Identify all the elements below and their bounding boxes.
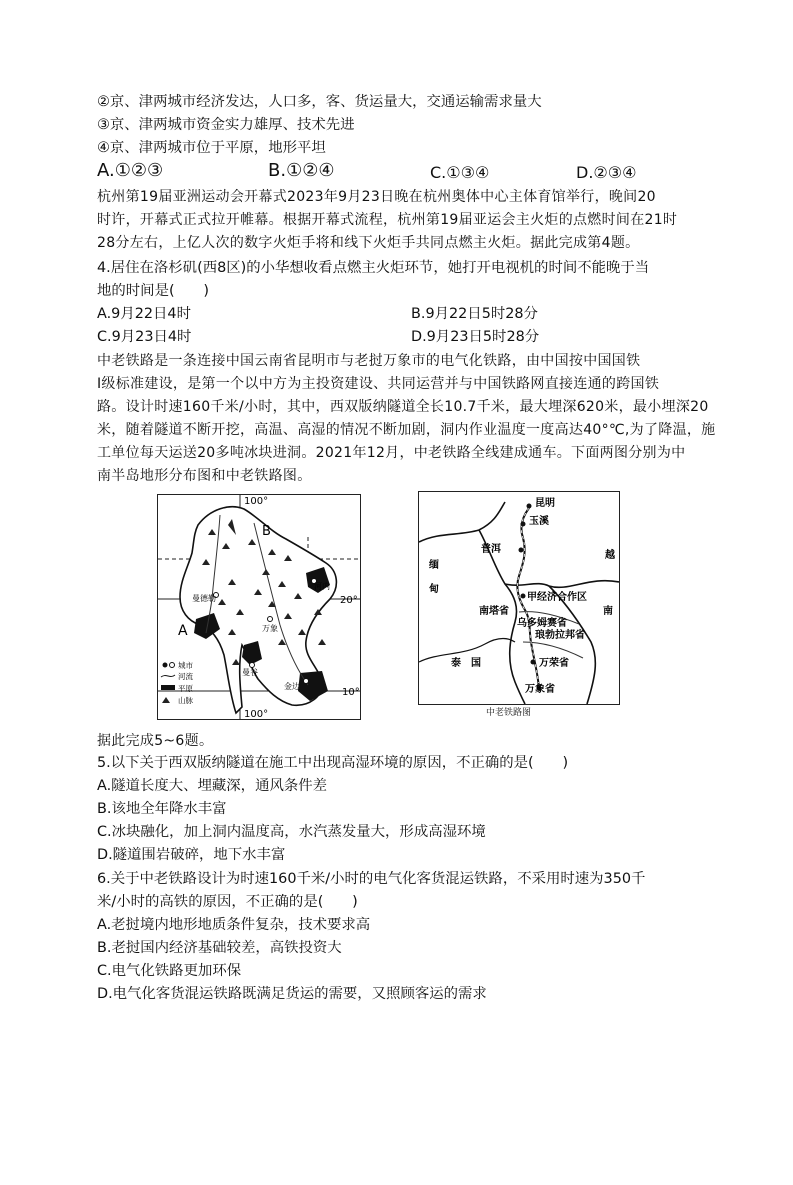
label-vangvieng: 万荣省 (539, 658, 569, 669)
legend-city-icon-hollow (170, 663, 175, 668)
border-laos-vietnam (549, 586, 595, 704)
station-kunming-dot (527, 504, 532, 509)
legend-city: 城市 (178, 661, 193, 670)
legend-city-icon (163, 663, 168, 668)
passage1-line-1: 杭州第19届亚洲运动会开幕式2023年9月23日晚在杭州奥体中心主体育馆举行，晚间20 (97, 189, 656, 205)
q6-option-a: A.老挝境内地形地质条件复杂，技术要求高 (97, 917, 371, 933)
passage1-line-2: 时许，开幕式正式拉开帷幕。根据开幕式流程，杭州第19届亚运会主火炬的点燃时间在21时 (97, 212, 678, 228)
q3-option-a: A.①②③ (97, 160, 164, 181)
label-vietnam-1: 越 (605, 550, 615, 561)
map1-city-phnompenh: 金边 (284, 682, 300, 691)
border-china-laos-vietnam (505, 581, 619, 588)
q3-option-c: C.①③④ (430, 163, 490, 182)
q5-stem: 5.以下关于西双版纳隧道在施工中出现高湿环境的原因，不正确的是( ) (97, 755, 569, 771)
passage2-line-4: 米，随着隧道不断开挖，高温、高湿的情况不断加剧，洞内作业温度一度高达40°℃,为了降温，施 (97, 422, 716, 438)
map1-lat-10: 10° (342, 687, 360, 698)
q3-option-d: D.②③④ (576, 163, 637, 182)
map1-legend (161, 660, 193, 705)
q3-item-4: ④京、津两城市位于平原，地形平坦 (97, 140, 326, 156)
q5-option-a: A.隧道长度大、埋藏深，通风条件差 (97, 778, 328, 794)
passage2-line-2: Ⅰ级标准建设，是第一个以中方为主投资建设、共同运营并与中国铁路网直接连通的跨国铁 (97, 376, 660, 392)
indochina-terrain-svg (158, 495, 360, 719)
label-myanmar-2: 甸 (429, 584, 439, 595)
label-puer: 普洱 (481, 544, 501, 555)
legend-plain-icon (161, 685, 175, 690)
map1-lon-bottom: 100° (244, 709, 269, 719)
q4-option-a: A.9月22日4时 (97, 306, 191, 322)
passage2-line-3: 路。设计时速160千米/小时，其中，西双版纳隧道全长10.7千米，最大埋深620米，最小埋深20 (97, 399, 709, 415)
q6-option-d: D.电气化客货混运铁路既满足货运的需要，又照顾客运的需求 (97, 986, 487, 1002)
passage2-line-1: 中老铁路是一条连接中国云南省昆明市与老挝万象市的电气化铁路，由中国按中国国铁 (97, 353, 641, 369)
q4-stem-line-2: 地的时间是( ) (97, 283, 209, 299)
railway-map-caption: 中老铁路图 (486, 708, 532, 718)
label-thailand: 泰 国 (451, 658, 481, 669)
city-vientiane-dot (268, 617, 273, 622)
passage2-line-5: 工单位每天运送20多吨冰块进洞。2021年12月，中老铁路全线建成通车。下面两图分别为中 (97, 445, 686, 461)
label-myanmar-1: 缅 (429, 560, 439, 571)
legend-river: 河流 (178, 672, 193, 681)
map1-lon-top: 100° (244, 496, 269, 507)
q4-stem-line-1: 4.居住在洛杉矶(西8区)的小华想收看点燃主火炬环节，她打开电视机的时间不能晚于当 (97, 260, 650, 276)
map1-label-a: A (178, 623, 188, 639)
map1-city-hanoi: 河内 (314, 582, 330, 591)
label-kunming: 昆明 (535, 498, 555, 509)
q5-option-b: B.该地全年降水丰富 (97, 801, 227, 817)
q6-option-b: B.老挝国内经济基础较差，高铁投资大 (97, 940, 342, 956)
legend-mountain: 山脉 (178, 696, 193, 705)
passage2-line-6: 南半岛地形分布图和中老铁路图。 (97, 468, 312, 484)
map1-label-b: B (262, 524, 271, 539)
q4-option-b: B.9月22日5时28分 (411, 306, 538, 322)
q3-item-2: ②京、津两城市经济发达，人口多，客、货运量大，交通运输需求量大 (97, 94, 542, 110)
station-yuxi-dot (521, 522, 526, 527)
station-puer-dot (519, 548, 524, 553)
legend-mountain-icon (162, 697, 170, 703)
q6-option-c: C.电气化铁路更加环保 (97, 963, 242, 979)
legend-river-icon (161, 675, 175, 677)
city-phnompenh-dot (304, 679, 309, 684)
indochina-terrain-map (157, 494, 361, 720)
china-laos-railway-map (418, 491, 620, 705)
legend-plain: 平原 (178, 684, 193, 693)
map1-lat-20: 20° (340, 595, 358, 606)
q5-option-c: C.冰块融化，加上洞内温度高，水汽蒸发量大，形成高湿环境 (97, 824, 486, 840)
passage1-line-3: 28分左右，上亿人次的数字火炬手将和线下火炬手共同点燃主火炬。据此完成第4题。 (97, 235, 640, 251)
label-luangnamtha: 南塔省 (479, 606, 509, 617)
q4-option-c: C.9月23日4时 (97, 329, 192, 345)
map1-city-bangkok: 曼谷 (242, 668, 258, 677)
label-oudomxay: 乌多姆赛省 (517, 618, 567, 629)
railway-map-svg (419, 492, 619, 704)
transition-text: 据此完成5~6题。 (97, 733, 214, 749)
map1-city-vientiane: 万象 (262, 624, 278, 633)
label-luangprabang: 琅勃拉邦省 (535, 630, 585, 641)
border-china-myanmar (419, 502, 505, 542)
label-econ-zone: 甲经济合作区 (527, 592, 587, 603)
station-zone-dot (521, 594, 526, 599)
map1-city-mandalay: 曼德勒 (192, 594, 216, 603)
q6-stem-line-2: 米/小时的高铁的原因，不正确的是( ) (97, 894, 358, 910)
border-laos-west (479, 530, 525, 704)
station-vangvieng-dot (531, 660, 536, 665)
q6-stem-line-1: 6.关于中老铁路设计为时速160千米/小时的电气化客货混运铁路，不采用时速为350千 (97, 871, 646, 887)
label-yuxi: 玉溪 (529, 516, 549, 527)
city-bangkok-dot (250, 663, 255, 668)
q5-option-d: D.隧道围岩破碎，地下水丰富 (97, 847, 286, 863)
q4-option-d: D.9月23日5时28分 (411, 329, 540, 345)
q3-option-b: B.①②④ (268, 160, 335, 181)
label-vietnam-2: 南 (603, 606, 613, 617)
q3-item-3: ③京、津两城市资金实力雄厚、技术先进 (97, 117, 355, 133)
label-vientiane: 万象省 (525, 684, 555, 695)
